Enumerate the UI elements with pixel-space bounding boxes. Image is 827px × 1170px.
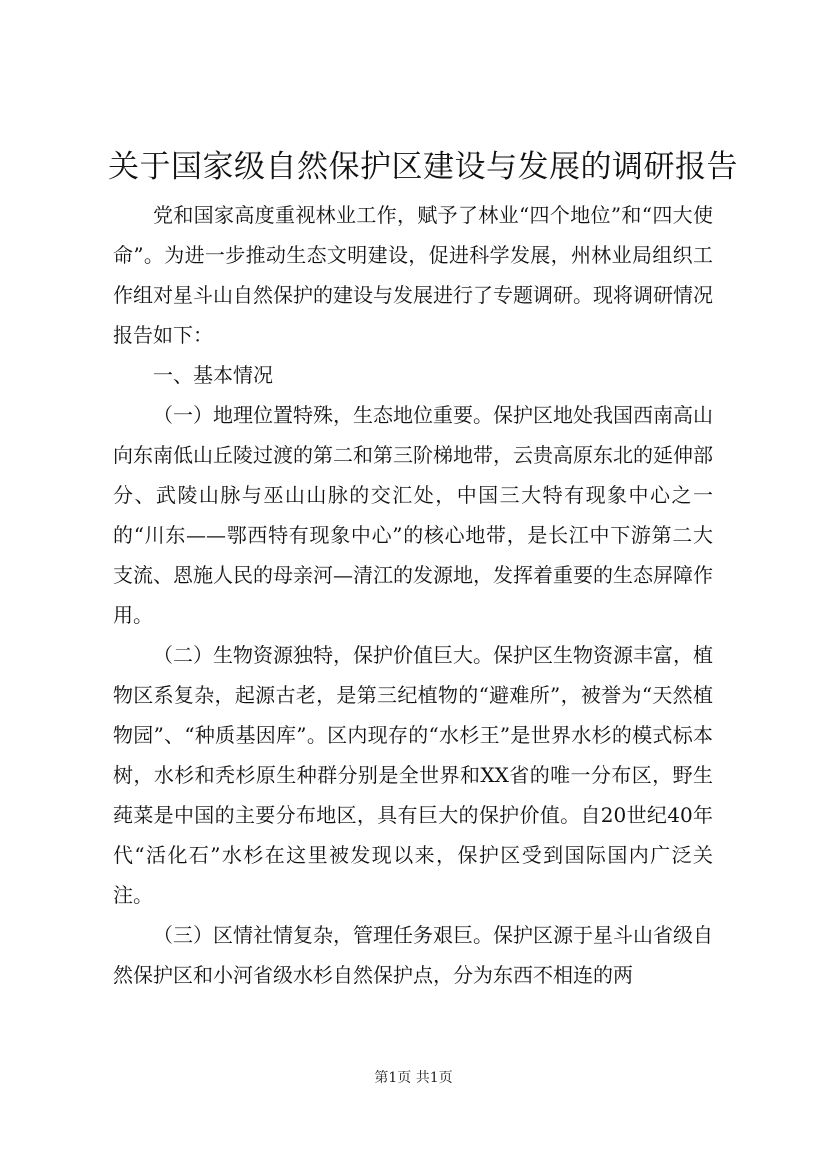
intro-paragraph: 党和国家高度重视林业工作，赋予了林业“四个地位”和“四大使命”。为进一步推动生态文明建设，促进科学发展，州林业局组织工作组对星斗山自然保护的建设与发展进行了专题调研。现将调研情况报告如下：: [113, 203, 713, 347]
paragraph-geography: （一）地理位置特殊，生态地位重要。保护区地处我国西南高山向东南低山丘陵过渡的第二和第三阶梯地带，云贵高原东北的延伸部分、武陵山脉与巫山山脉的交汇处，中国三大特有现象中心之一的“川东——鄂西特有现象中心”的核心地带，是长江中下游第二大支流、恩施人民的母亲河—清江的发源地，发挥着重要的生态屏障作用。: [113, 403, 713, 627]
document-title: 关于国家级自然保护区建设与发展的调研报告: [108, 149, 738, 185]
section-heading-basic-info: 一、基本情况: [153, 363, 273, 387]
document-body: [113, 195, 713, 995]
paragraph-management: （三）区情社情复杂，管理任务艰巨。保护区源于星斗山省级自然保护区和小河省级水杉自然保护点，分为东西不相连的两: [113, 923, 713, 987]
page-number-footer: 第1页 共1页: [374, 1070, 453, 1086]
paragraph-biology: （二）生物资源独特，保护价值巨大。保护区生物资源丰富，植物区系复杂，起源古老，是第三纪植物的“避难所”，被誉为“天然植物园”、“种质基因库”。区内现存的“水杉王”是世界水杉的模式标本树，水杉和秃杉原生种群分别是全世界和XX省的唯一分布区，野生莼菜是中国的主要分布地区，具有巨大的保护价值。自20世纪40年代“活化石”水杉在这里被发现以来，保护区受到国际国内广泛关注。: [113, 643, 713, 907]
